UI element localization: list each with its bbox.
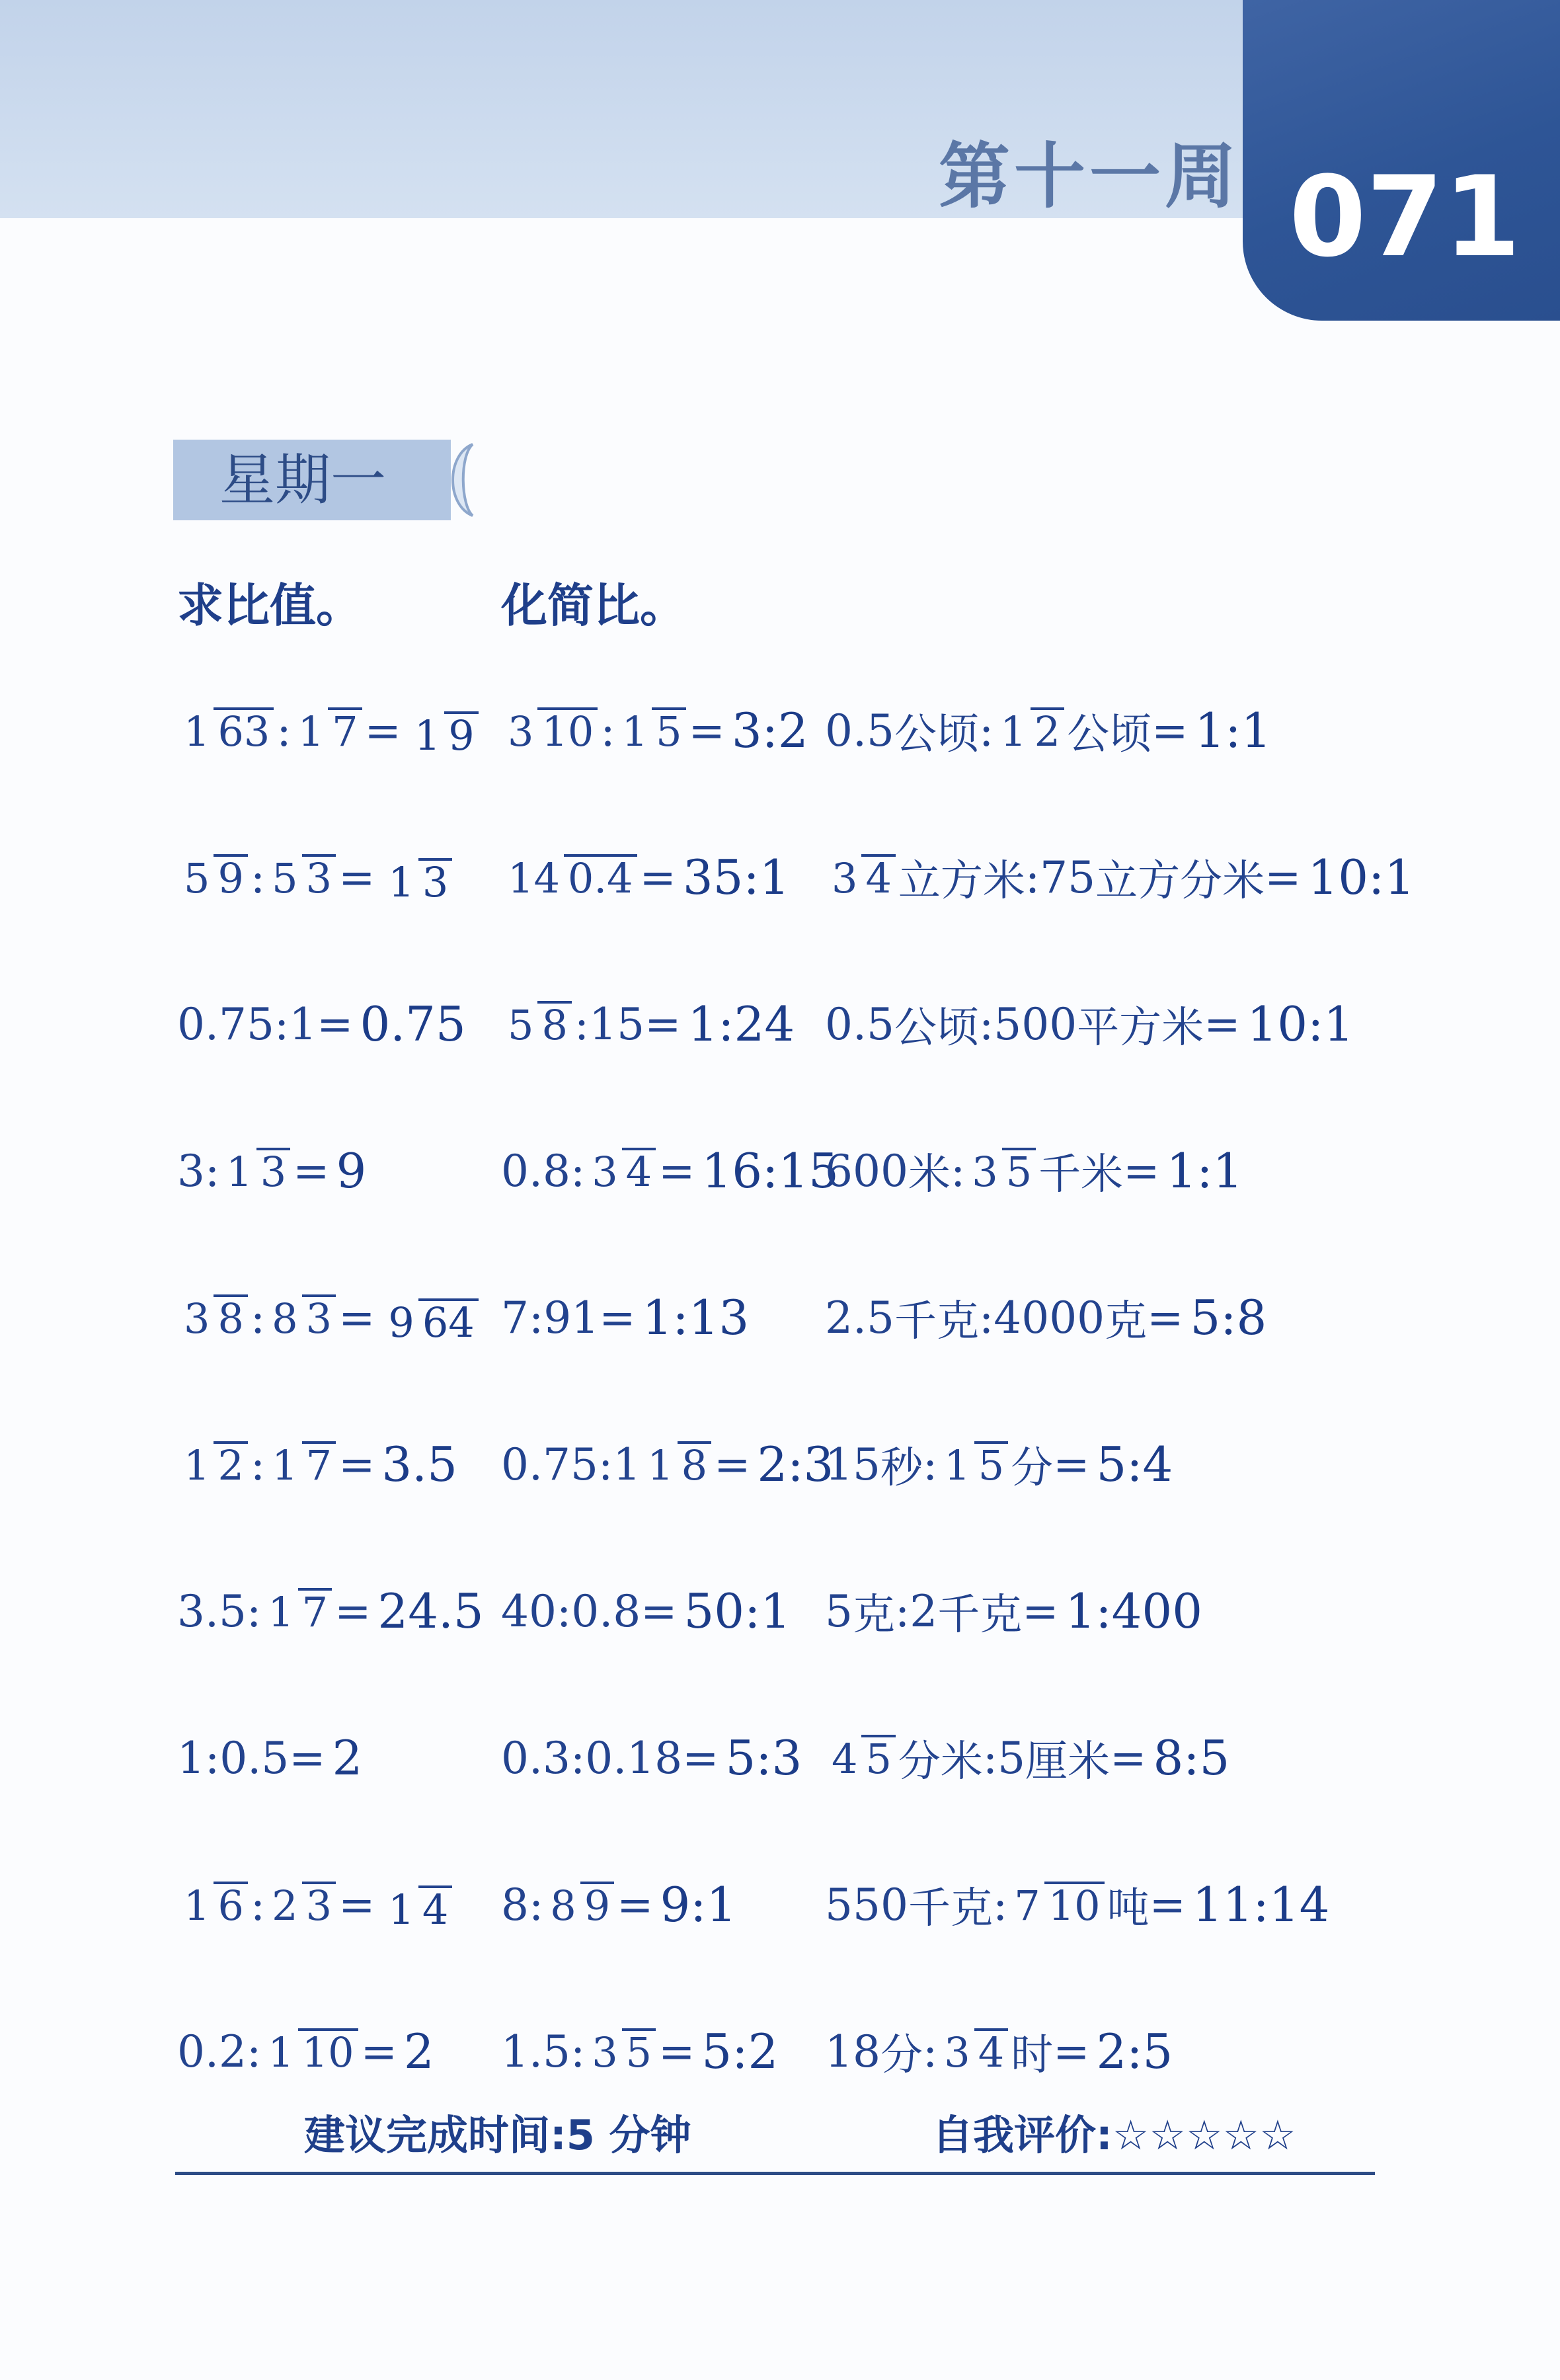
- handwritten-answer: [701, 2024, 778, 2079]
- numerator: 1: [1000, 707, 1027, 756]
- numerator: 5: [508, 1001, 534, 1050]
- expression-text: :: [922, 1439, 938, 1490]
- expression-text: =: [1110, 1732, 1147, 1784]
- expression-text: 0.75:1=: [177, 998, 354, 1050]
- numerator: 8: [550, 1882, 576, 1930]
- fraction: [180, 1294, 248, 1343]
- exercise-item: [177, 1985, 434, 2118]
- handwritten-answer: [377, 1583, 483, 1639]
- denominator: 4: [974, 2028, 1008, 2074]
- exercise-item: [501, 958, 795, 1090]
- denominator: 8: [214, 1294, 247, 1340]
- crescent-icon: [433, 442, 486, 518]
- page-number: 071: [1289, 152, 1521, 282]
- exercise-item: [501, 1839, 736, 1971]
- denominator: 7: [302, 1441, 336, 1487]
- expression-text: 1:24: [687, 996, 795, 1052]
- numerator: 8: [272, 1294, 298, 1343]
- expression-text: =: [1265, 852, 1302, 903]
- fraction: [588, 2028, 656, 2077]
- expression-text: 1:0.5=: [177, 1732, 326, 1784]
- expression-text: 8:5: [1153, 1730, 1230, 1786]
- handwritten-answer: [1307, 850, 1415, 905]
- handwritten-answer: [1096, 1437, 1173, 1492]
- expression-text: 0.8:: [501, 1145, 586, 1197]
- denominator: 6: [214, 1882, 247, 1927]
- exercise-item: [501, 1398, 834, 1530]
- expression-text: =: [364, 705, 401, 756]
- day-label: 星期一: [173, 440, 451, 520]
- numerator: 9: [388, 1298, 414, 1347]
- fraction: [828, 854, 896, 903]
- numerator: 1: [184, 707, 210, 756]
- expression-text: 5:8: [1190, 1290, 1267, 1345]
- expression-text: :: [922, 2026, 938, 2077]
- fraction: [384, 858, 452, 907]
- numerator: 1: [944, 1441, 970, 1490]
- fraction: [546, 1882, 614, 1930]
- handwritten-answer: [1153, 1730, 1229, 1786]
- denominator: 2: [214, 1441, 247, 1487]
- self-rating: 自我评价:☆☆☆☆☆: [932, 2111, 1296, 2159]
- expression-text: :: [250, 852, 266, 903]
- expression-text: 0.75:1: [501, 1439, 641, 1490]
- expression-text: 16:15: [701, 1143, 839, 1199]
- expression-text: 0.5: [825, 998, 894, 1050]
- expression-text: 3.5: [381, 1437, 457, 1492]
- handwritten-answer: [683, 1583, 791, 1639]
- denominator: 4: [622, 1148, 656, 1193]
- expression-text: 1.5:: [501, 2026, 586, 2077]
- expression-text: =: [1123, 1145, 1160, 1197]
- expression-text: :: [276, 705, 292, 756]
- denominator: 8: [678, 1441, 711, 1487]
- handwritten-answer: [725, 1730, 802, 1786]
- expression-text: :15=: [574, 998, 682, 1050]
- expression-text: =: [338, 1292, 375, 1343]
- expression-text: :: [950, 1145, 966, 1197]
- unit-text: 厘米: [1025, 1737, 1111, 1786]
- exercise-item: [501, 1692, 802, 1824]
- expression-text: :: [978, 705, 994, 756]
- denominator: 3: [302, 1294, 336, 1340]
- expression-text: 40:0.8=: [501, 1585, 678, 1637]
- exercise-item: [825, 664, 1271, 797]
- numerator: 1: [268, 2028, 294, 2077]
- numerator: 1: [621, 707, 648, 756]
- denominator: 63: [214, 707, 274, 753]
- unit-text: 公顷: [1067, 710, 1152, 759]
- numerator: 1: [388, 1885, 414, 1934]
- expression-text: =: [639, 852, 676, 903]
- expression-text: 7:91=: [501, 1292, 636, 1343]
- expression-text: =: [338, 1879, 375, 1930]
- expression-text: 5:3: [725, 1730, 802, 1786]
- expression-text: 1:13: [642, 1290, 750, 1345]
- exercise-item: [501, 1985, 778, 2118]
- expression-text: =: [658, 2026, 695, 2077]
- suggested-time: 建议完成时间:5 分钟: [304, 2111, 691, 2159]
- numerator: 2: [272, 1882, 298, 1930]
- denominator: 2: [1031, 707, 1064, 753]
- handwritten-answer: [332, 1730, 363, 1786]
- unit-text: 分: [880, 2031, 923, 2080]
- denominator: 5: [622, 2028, 656, 2074]
- expression-text: 1:1: [1194, 703, 1272, 758]
- unit-text: 克: [853, 1591, 895, 1640]
- numerator: 1: [268, 1588, 294, 1637]
- expression-text: 550: [825, 1879, 908, 1930]
- expression-text: 0.2:: [177, 2026, 262, 2077]
- denominator: 9: [580, 1882, 614, 1927]
- denominator: 5: [974, 1441, 1008, 1487]
- denominator: 5: [861, 1735, 895, 1780]
- exercise-item: [501, 1251, 749, 1384]
- numerator: 1: [272, 1441, 298, 1490]
- denominator: 3: [302, 1882, 336, 1927]
- fraction: [504, 1001, 572, 1050]
- expression-text: 15: [825, 1439, 880, 1490]
- fraction: [643, 1441, 711, 1490]
- fraction: [180, 854, 248, 903]
- fraction: [294, 707, 362, 756]
- exercise-item: [825, 1839, 1329, 1971]
- fraction: [384, 1298, 478, 1347]
- handwritten-answer: [757, 1437, 834, 1492]
- exercise-item: [825, 1545, 1202, 1677]
- handwritten-answer: [660, 1877, 736, 1932]
- expression-text: 8:: [501, 1879, 544, 1930]
- handwritten-answer: [1194, 703, 1271, 758]
- exercise-item: [177, 811, 455, 943]
- expression-text: =: [338, 852, 375, 903]
- expression-text: :75: [1025, 852, 1096, 903]
- unit-text: 千米: [1038, 1150, 1124, 1199]
- expression-text: 3:: [177, 1145, 220, 1197]
- expression-text: 1:1: [1166, 1143, 1243, 1199]
- fraction: [180, 707, 274, 756]
- fraction: [504, 854, 637, 903]
- fraction: [940, 2028, 1008, 2077]
- expression-text: :: [250, 1292, 266, 1343]
- handwritten-answer: [732, 703, 808, 758]
- expression-text: 35:1: [682, 850, 790, 905]
- expression-text: =: [360, 2026, 397, 2077]
- expression-text: 18: [825, 2026, 880, 2077]
- denominator: 4: [861, 854, 895, 900]
- numerator: 5: [272, 854, 298, 903]
- denominator: 3: [256, 1148, 290, 1193]
- exercise-item: [825, 811, 1415, 943]
- handwritten-answer: [1247, 996, 1354, 1052]
- exercise-item: [177, 1251, 481, 1384]
- numerator: 3: [592, 2028, 618, 2077]
- expression-text: =: [1022, 1585, 1059, 1637]
- expression-text: 0.3:0.18=: [501, 1732, 719, 1784]
- fraction: [504, 707, 598, 756]
- section-heading-simplify-ratio: 化简比。: [501, 578, 686, 633]
- unit-text: 千克: [937, 1591, 1023, 1640]
- handwritten-answer: [1096, 2024, 1173, 2079]
- expression-text: :2: [895, 1585, 938, 1637]
- unit-text: 千克: [894, 1297, 979, 1346]
- fraction: [968, 1148, 1036, 1197]
- week-title: 第十一周: [939, 136, 1241, 218]
- unit-text: 吨: [1107, 1884, 1150, 1933]
- expression-text: :: [250, 1879, 266, 1930]
- fraction: [940, 1441, 1008, 1490]
- fraction: [222, 1148, 290, 1197]
- fraction: [268, 854, 336, 903]
- denominator: 7: [298, 1588, 332, 1634]
- unit-text: 克: [1105, 1297, 1148, 1346]
- expression-text: :4000: [978, 1292, 1105, 1343]
- expression-text: 2: [403, 2024, 434, 2079]
- handwritten-answer: [687, 996, 795, 1052]
- unit-text: 秒: [880, 1444, 923, 1493]
- exercise-item: [825, 1692, 1229, 1824]
- denominator: 10: [298, 2028, 358, 2074]
- expression-text: 10:1: [1247, 996, 1354, 1052]
- expression-text: =: [1053, 2026, 1090, 2077]
- expression-text: 3.5:: [177, 1585, 262, 1637]
- unit-text: 平方米: [1077, 1004, 1204, 1052]
- unit-text: 千克: [908, 1884, 993, 1933]
- denominator: 4: [418, 1885, 452, 1931]
- numerator: 1: [184, 1882, 210, 1930]
- expression-text: =: [617, 1879, 654, 1930]
- expression-text: =: [1053, 1439, 1090, 1490]
- handwritten-answer: [381, 1877, 455, 1932]
- expression-text: 0.75: [360, 996, 466, 1052]
- expression-text: :: [992, 1879, 1008, 1930]
- expression-text: =: [334, 1585, 371, 1637]
- expression-text: 5:2: [701, 2024, 779, 2079]
- exercise-item: [177, 1545, 484, 1677]
- numerator: 3: [944, 2028, 970, 2077]
- expression-text: :: [250, 1439, 266, 1490]
- exercise-item: [177, 664, 481, 797]
- numerator: 1: [297, 707, 325, 756]
- exercise-item: [501, 664, 808, 797]
- exercise-item: [177, 1692, 362, 1824]
- expression-text: =: [1151, 705, 1189, 756]
- handwritten-answer: [1066, 1583, 1203, 1639]
- expression-text: =: [714, 1439, 751, 1490]
- handwritten-answer: [360, 996, 465, 1052]
- expression-text: 24.5: [377, 1583, 484, 1639]
- numerator: 3: [184, 1294, 210, 1343]
- numerator: 1: [226, 1148, 253, 1197]
- denominator: 10: [1044, 1882, 1105, 1927]
- handwritten-answer: [1166, 1143, 1243, 1199]
- fraction: [264, 1588, 332, 1637]
- exercise-item: [177, 1105, 366, 1237]
- expression-text: =: [1204, 998, 1241, 1050]
- handwritten-answer: [683, 850, 790, 905]
- fraction: [268, 1294, 336, 1343]
- expression-text: 0.5: [825, 705, 894, 756]
- numerator: 5: [184, 854, 210, 903]
- expression-text: 11:14: [1192, 1877, 1330, 1932]
- expression-text: =: [688, 705, 725, 756]
- expression-text: 9:1: [660, 1877, 737, 1932]
- handwritten-answer: [404, 2024, 434, 2079]
- denominator: 7: [328, 707, 362, 753]
- fraction: [268, 1882, 336, 1930]
- expression-text: 2:3: [757, 1437, 834, 1492]
- numerator: 1: [184, 1441, 210, 1490]
- expression-text: 5:4: [1096, 1437, 1173, 1492]
- exercise-item: [825, 1251, 1267, 1384]
- exercise-item: [501, 1545, 791, 1677]
- handwritten-answer: [1192, 1877, 1330, 1932]
- fraction: [1010, 1882, 1104, 1930]
- fraction: [180, 1882, 248, 1930]
- unit-text: 时: [1011, 2031, 1054, 2080]
- handwritten-answer: [336, 1143, 366, 1199]
- denominator: 3: [418, 858, 452, 904]
- handwritten-answer: [381, 1290, 481, 1345]
- numerator: 14: [508, 854, 560, 903]
- expression-text: :5: [982, 1732, 1026, 1784]
- handwritten-answer: [643, 1290, 750, 1345]
- fraction: [384, 1885, 452, 1934]
- fraction: [180, 1441, 248, 1490]
- fraction: [996, 707, 1064, 756]
- exercise-item: [177, 958, 466, 1090]
- expression-text: :: [600, 705, 615, 756]
- expression-text: =: [293, 1145, 330, 1197]
- numerator: 3: [972, 1148, 998, 1197]
- expression-text: 5: [825, 1585, 853, 1637]
- fraction: [410, 711, 479, 760]
- exercise-item: [501, 1105, 839, 1237]
- handwritten-answer: [381, 850, 455, 905]
- exercise-item: [825, 1985, 1173, 2118]
- fraction: [268, 1441, 336, 1490]
- footer-rule: [175, 2172, 1375, 2175]
- expression-text: 2: [332, 1730, 363, 1786]
- numerator: 1: [388, 858, 414, 907]
- unit-text: 公顷: [894, 1004, 979, 1052]
- unit-text: 分: [1011, 1444, 1054, 1493]
- expression-text: 1:400: [1065, 1583, 1203, 1639]
- handwritten-answer: [701, 1143, 839, 1199]
- fraction: [588, 1148, 656, 1197]
- numerator: 3: [592, 1148, 618, 1197]
- fraction: [618, 707, 686, 756]
- expression-text: 50:1: [683, 1583, 791, 1639]
- handwritten-answer: [381, 1437, 457, 1492]
- expression-text: =: [1147, 1292, 1184, 1343]
- unit-text: 米: [908, 1150, 951, 1199]
- expression-text: 2:5: [1096, 2024, 1173, 2079]
- expression-text: 10:1: [1307, 850, 1415, 905]
- exercise-item: [177, 1398, 457, 1530]
- section-heading-ratio-value: 求比值。: [177, 578, 362, 633]
- exercise-item: [825, 1398, 1173, 1530]
- numerator: 3: [508, 707, 534, 756]
- unit-text: 立方米: [898, 857, 1025, 906]
- denominator: 64: [418, 1298, 479, 1344]
- exercise-item: [825, 958, 1354, 1090]
- expression-text: 600: [825, 1145, 908, 1197]
- fraction: [264, 2028, 358, 2077]
- denominator: 9: [214, 854, 247, 900]
- denominator: 0.4: [564, 854, 637, 900]
- exercise-item: [501, 811, 790, 943]
- expression-text: =: [338, 1439, 375, 1490]
- numerator: 1: [647, 1441, 674, 1490]
- unit-text: 立方分米: [1095, 857, 1265, 906]
- fraction: [828, 1735, 896, 1784]
- denominator: 5: [1002, 1148, 1036, 1193]
- expression-text: :500: [978, 998, 1077, 1050]
- denominator: 3: [302, 854, 336, 900]
- denominator: 10: [537, 707, 598, 753]
- numerator: 4: [832, 1735, 858, 1784]
- handwritten-answer: [408, 703, 481, 758]
- unit-text: 分米: [898, 1737, 983, 1786]
- numerator: 3: [832, 854, 858, 903]
- expression-text: 9: [336, 1143, 367, 1199]
- exercise-item: [177, 1839, 455, 1971]
- expression-text: =: [658, 1145, 695, 1197]
- denominator: 8: [537, 1001, 571, 1047]
- expression-text: 3:2: [731, 703, 808, 758]
- expression-text: =: [1149, 1879, 1186, 1930]
- exercise-item: [825, 1105, 1243, 1237]
- denominator: 5: [652, 707, 685, 753]
- handwritten-answer: [1190, 1290, 1267, 1345]
- expression-text: 2.5: [825, 1292, 894, 1343]
- numerator: 7: [1014, 1882, 1040, 1930]
- denominator: 9: [444, 711, 478, 757]
- unit-text: 公顷: [894, 710, 979, 759]
- numerator: 1: [414, 711, 441, 760]
